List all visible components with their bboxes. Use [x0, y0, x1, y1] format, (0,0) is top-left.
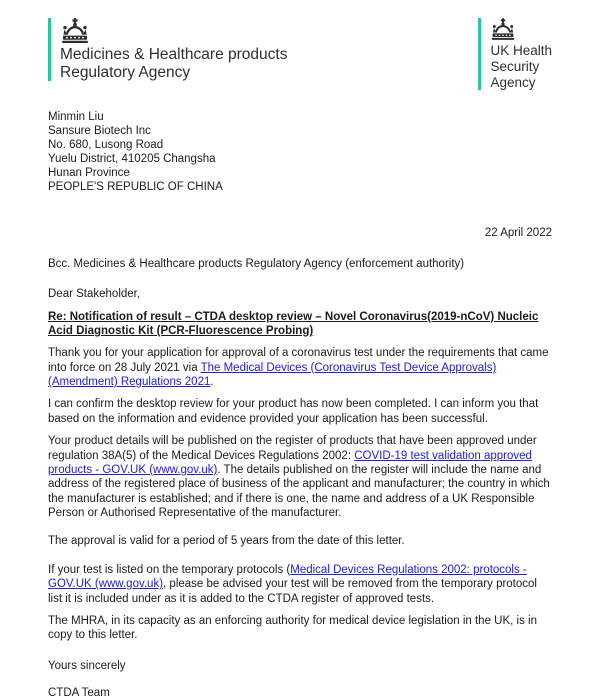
recipient-country: PEOPLE'S REPUBLIC OF CHINA — [48, 181, 223, 194]
link-ctda-regulations-2021[interactable]: The Medical Devices (Coronavirus Test Device Approvals) (Amendment) Regulations 2021 — [48, 361, 497, 389]
recipient-name: Minmin Liu — [48, 111, 104, 124]
link-approved-products-register[interactable]: COVID-19 test validation approved products - GOV.UK (www.gov.uk) — [48, 449, 532, 476]
ukhsa-logo — [478, 18, 552, 90]
mhra-name-line1: Medicines & Healthcare products — [60, 46, 288, 63]
paragraph-temporary-protocols — [48, 563, 552, 606]
salutation: Dear Stakeholder, — [48, 288, 141, 301]
ukhsa-name-line2: Security — [490, 58, 540, 74]
paragraph-mhra-copy: The MHRA, in its capacity as an enforcing authority for medical device legislation in the UK, is in copy to this letter. — [48, 614, 537, 642]
link-protocols-govuk[interactable]: Medical Devices Regulations 2002: protocols - GOV.UK (www.gov.uk) — [48, 563, 527, 591]
paragraph-register-text: Your product details will be published on the register of products that have been approved under regulation 38A(5) of the Medical Devices Regulations 2002: — [48, 435, 537, 462]
recipient-company: Sansure Biotech Inc — [48, 125, 151, 138]
paragraph-application — [48, 346, 552, 389]
paragraph-review-complete: I can confirm the desktop review for your product has now been completed. I can inform you that based on the information and evidence provided your application has been successful. — [48, 398, 539, 425]
paragraph-protocols-text: If your test is listed on the temporary protocols ( — [48, 563, 291, 576]
bcc-line: Bcc. Medicines & Healthcare products Regulatory Agency (enforcement authority) — [48, 257, 465, 270]
paragraph-application-end: . — [210, 376, 214, 389]
paragraph-protocols-end: , please be advised your test will be removed from the temporary protocol list it is included under as it is added to the CTDA register of approved tests. — [48, 578, 537, 605]
ukhsa-crown-icon — [490, 18, 516, 40]
closing-line: Yours sincerely — [48, 659, 126, 672]
paragraph-register-end: . The details published on the register will include the name and address of the registered place of business of the applicant and manufacturer; the country in which the manufacturer is established; and if there is one, the name and address of a UK Responsible Person or Authorised Representative of the manufacturer. — [48, 463, 550, 520]
letter-header — [48, 18, 552, 90]
recipient-address — [48, 110, 552, 194]
paragraph-register — [48, 434, 552, 520]
paragraph-approval-validity: The approval is valid for a period of 5 years from the date of this letter. — [48, 535, 405, 548]
mhra-crown-icon — [60, 18, 90, 43]
ukhsa-name-line1: UK Health — [490, 43, 552, 58]
signature-line: CTDA Team — [48, 687, 110, 698]
subject-line: Re: Notification of result – CTDA desktop review – Novel Coronavirus(2019-nCoV) Nucleic Acid Diagnostic Kit (PCR-Fluorescence Probing) — [48, 310, 539, 337]
letter-date: 22 April 2022 — [484, 227, 552, 240]
paragraph-application-text: Thank you for your application for approval of a coronavirus test under the requirements that came into force on 28 July 2021 via — [48, 347, 549, 374]
mhra-logo — [48, 18, 287, 81]
recipient-street: No. 680, Lusong Road — [48, 139, 164, 152]
ukhsa-name-line3: Agency — [490, 74, 536, 90]
recipient-province: Hunan Province — [48, 167, 130, 180]
recipient-district: Yuelu District, 410205 Changsha — [48, 153, 216, 166]
mhra-name-line2: Regulatory Agency — [60, 63, 191, 81]
